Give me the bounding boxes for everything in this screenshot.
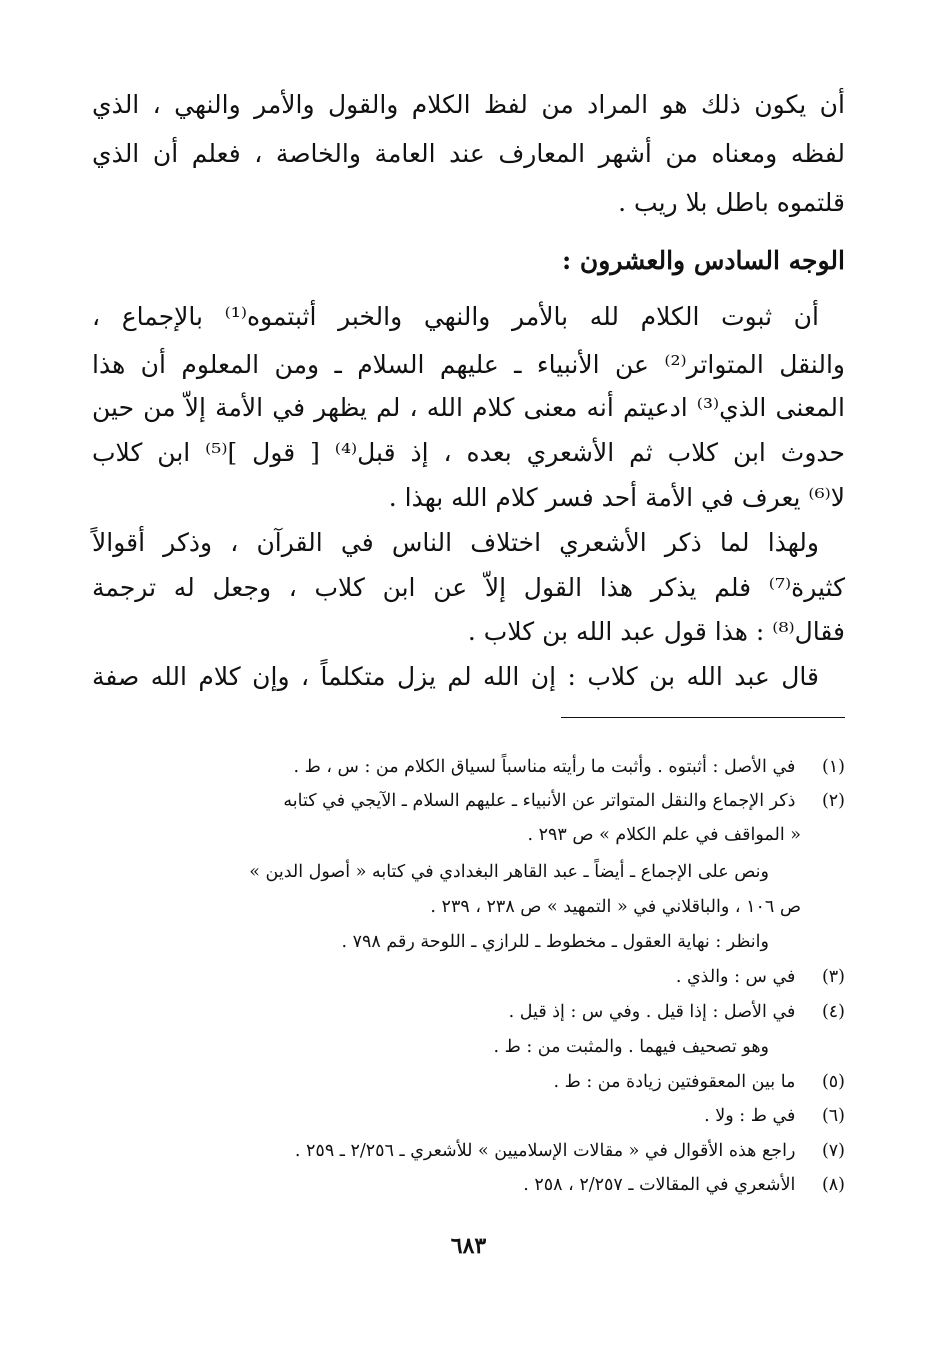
footnote-8 (92, 1168, 845, 1202)
para3-line-2: كثيرة⁽⁷⁾ فلم يذكر هذا القول إلاّ عن ابن كلاب ، وجعل له ترجمة (92, 573, 845, 602)
para3-line-3: فقال⁽⁸⁾ : هذا قول عبد الله بن كلاب . (467, 617, 845, 646)
para2-line-5: لا⁽⁶⁾ يعرف في الأمة أحد فسر كلام الله بهذا . (388, 483, 845, 512)
footnote-text: في س : والذي . (675, 967, 796, 987)
footnote-6 (92, 1099, 845, 1133)
footnote-number: (٨) (821, 1175, 845, 1195)
footnote-2-cont-1 (92, 818, 845, 852)
footnote-text: ما بين المعقوفتين زيادة من : ط . (553, 1072, 796, 1092)
footnote-5 (92, 1065, 845, 1099)
footnote-text: في ط : ولا . (704, 1106, 796, 1126)
footnote-text: ص ١٠٦ ، والباقلاني في « التمهيد » ص ٢٣٨ ، ٢٣٩ . (430, 897, 801, 917)
footnote-text: ذكر الإجماع والنقل المتواتر عن الأنبياء ـ عليهم السلام ـ الآيجي في كتابه (283, 791, 796, 811)
para2-line-3: المعنى الذي⁽³⁾ ادعيتم أنه معنى كلام الله ، لم يظهر في الأمة إلاّ من حين (92, 393, 845, 422)
page-number: ٦٨٣ (450, 1233, 487, 1259)
footnote-2-cont-2 (92, 855, 845, 889)
body-line-1: أن يكون ذلك هو المراد من لفظ الكلام والقول والأمر والنهي ، الذي (92, 90, 845, 119)
footnote-1 (92, 750, 845, 784)
footnote-4 (92, 995, 845, 1029)
footnote-number: (٣) (821, 967, 845, 987)
footnote-2-cont-3 (92, 890, 845, 924)
footnote-number: (٤) (821, 1002, 845, 1022)
body-line-2: لفظه ومعناه من أشهر المعارف عند العامة والخاصة ، فعلم أن الذي (92, 139, 845, 168)
footnote-2 (92, 784, 845, 818)
footnote-7 (92, 1134, 845, 1168)
footnote-number: (٧) (821, 1141, 845, 1161)
footnote-text: « المواقف في علم الكلام » ص ٢٩٣ . (527, 825, 801, 845)
para2-line-2: والنقل المتواتر⁽²⁾ عن الأنبياء ـ عليهم السلام ـ ومن المعلوم أن هذا (92, 350, 845, 379)
para2-line-4: حدوث ابن كلاب ثم الأشعري بعده ، إذ قبل⁽⁴⁾ [ قول ]⁽⁵⁾ ابن كلاب (92, 438, 845, 467)
footnote-text: وانظر : نهاية العقول ـ مخطوط ـ للرازي ـ اللوحة رقم ٧٩٨ . (341, 932, 769, 952)
footnote-text: راجع هذه الأقوال في « مقالات الإسلاميين » للأشعري ـ ٢/٢٥٦ ـ ٢٥٩ . (294, 1141, 796, 1161)
para3-line-1: ولهذا لما ذكر الأشعري اختلاف الناس في القرآن ، وذكر أقوالاً (92, 528, 819, 557)
para4-line-1: قال عبد الله بن كلاب : إن الله لم يزل متكلماً ، وإن كلام الله صفة (92, 662, 819, 691)
footnote-number: (٦) (821, 1106, 845, 1126)
footnote-text: الأشعري في المقالات ـ ٢/٢٥٧ ، ٢٥٨ . (523, 1175, 796, 1195)
footnote-text: ونص على الإجماع ـ أيضاً ـ عبد القاهر البغدادي في كتابه « أصول الدين » (249, 862, 769, 882)
footnote-2-cont-4 (92, 925, 845, 959)
body-line-3: قلتموه باطل بلا ريب . (618, 188, 845, 217)
footnote-text: وهو تصحيف فيهما . والمثبت من : ط . (493, 1037, 769, 1057)
footnote-text: في الأصل : أثبتوه . وأثبت ما رأيته مناسباً لسياق الكلام من : س ، ط . (293, 757, 796, 777)
footnote-4-cont (92, 1030, 845, 1064)
footnote-number: (٥) (821, 1072, 845, 1092)
para2-line-1: أن ثبوت الكلام لله بالأمر والنهي والخبر أثبتموه⁽¹⁾ بالإجماع ، (92, 302, 819, 331)
footnote-separator (561, 717, 845, 718)
footnote-number: (٢) (821, 791, 845, 811)
footnote-number: (١) (821, 757, 845, 777)
footnote-text: في الأصل : إذا قيل . وفي س : إذ قيل . (508, 1002, 796, 1022)
footnote-3 (92, 960, 845, 994)
section-heading: الوجه السادس والعشرون : (561, 246, 845, 275)
